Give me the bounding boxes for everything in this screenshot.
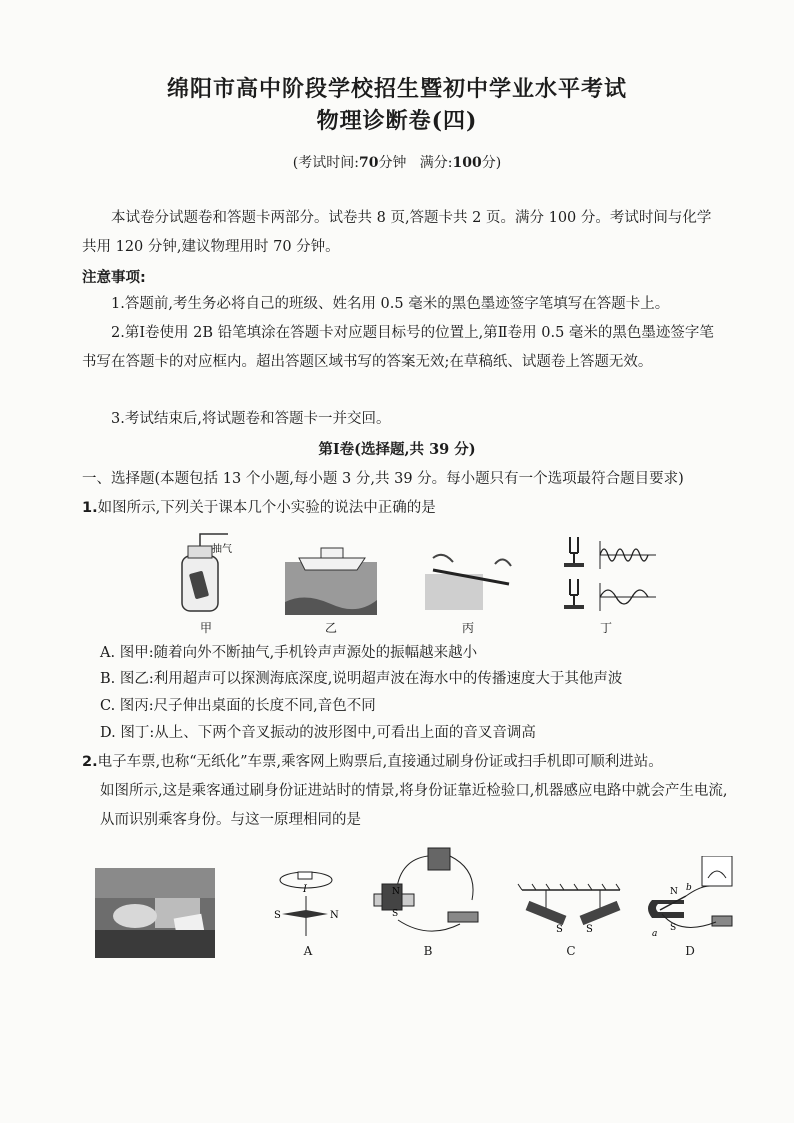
question-stem-rest: 如图所示,这是乘客通过刷身份证进站时的情景,将身份证靠近检验口,机器感应电路中就会产生电流,从而识别乘客身份。与这一原理相同的是 [100,783,728,828]
figure-label-yi: 乙 [324,621,337,635]
option-c-figure [516,870,626,940]
figure-label-bing: 丙 [461,621,474,635]
svg-text:S: S [392,909,399,919]
id-card-photo [95,868,215,958]
question-stem: 如图所示,下列关于课本几个小实验的说法中正确的是 [97,500,436,516]
full-score: 100 [452,155,482,171]
svg-text:I: I [303,884,307,895]
question-stem-line1: 电子车票,也称“无纸化”车票,乘客网上购票后,直接通过刷身份证或扫手机即可顺利进站。 [97,754,663,770]
option-b-figure [368,840,488,942]
question-number: 1. [82,500,98,516]
svg-text:S: S [586,924,593,935]
pump-label: 抽气 [212,544,232,555]
question-number: 2. [82,754,98,770]
notice-item-3: 3.考试结束后,将试题卷和答题卡一并交回。 [111,411,391,427]
svg-text:S: S [274,910,281,921]
part-one-heading: 一、选择题(本题包括 13 个小题,每小题 3 分,共 39 分。每小题只有一个选项最符合题目要求) [82,471,684,487]
question-2 [82,748,732,835]
exam-title-line2: 物理诊断卷(四) [316,108,478,134]
notice-title: 注意事项: [82,270,146,286]
exam-title-line1: 绵阳市高中阶段学校招生暨初中学业水平考试 [166,76,627,102]
notice-item-1: 1.答题前,考生务必将自己的班级、姓名用 0.5 毫米的黑色墨迹签字笔填写在答题卡上。 [111,296,670,312]
svg-text:N: N [670,887,678,897]
q1-option-d[interactable]: D. 图丁:从上、下两个音叉振动的波形图中,可看出上面的音叉音调高 [100,725,536,741]
figure-label-ding: 丁 [599,621,612,635]
svg-text:S: S [670,923,677,933]
bottle-phone-figure [170,528,240,618]
option-a-figure [268,862,348,942]
q1-option-c[interactable]: C. 图丙:尺子伸出桌面的长度不同,音色不同 [100,698,376,714]
figure-label-c: C [566,944,576,958]
tuning-fork-figure [560,535,660,620]
ship-sonar-figure [285,540,377,615]
exam-time: 70 [358,155,379,171]
notice-item-2: 2.第Ⅰ卷使用 2B 铅笔填涂在答题卡对应题目标号的位置上,第Ⅱ卷用 0.5 毫米的黑色墨迹签字笔书写在答题卡的对应框内。超出答题区域书写的答案无效;在草稿纸、试题卷上答题无效。 [82,325,714,370]
figure-label-jia: 甲 [199,621,212,635]
svg-text:N: N [392,887,400,897]
q1-option-b[interactable]: B. 图乙:利用超声可以探测海底深度,说明超声波在海水中的传播速度大于其他声波 [100,671,623,687]
exam-info: (考试时间:70分钟 满分:100分) [292,155,502,171]
figure-label-a: A [303,944,313,958]
svg-text:b: b [686,883,692,893]
svg-text:S: S [556,924,563,935]
q1-option-a[interactable]: A. 图甲:随着向外不断抽气,手机铃声声源处的振幅越来越小 [100,645,478,661]
ruler-table-figure [425,540,515,610]
figure-label-b: B [423,944,433,958]
svg-text:a: a [652,929,658,939]
option-d-figure [640,856,740,942]
figure-label-d: D [685,944,695,958]
section-title: 第Ⅰ卷(选择题,共 39 分) [318,441,476,458]
svg-text:N: N [330,910,339,921]
intro-paragraph: 本试卷分试题卷和答题卡两部分。试卷共 8 页,答题卡共 2 页。满分 100 分。考试时间与化学共用 120 分钟,建议物理用时 70 分钟。 [82,210,712,255]
question-1 [82,494,732,522]
